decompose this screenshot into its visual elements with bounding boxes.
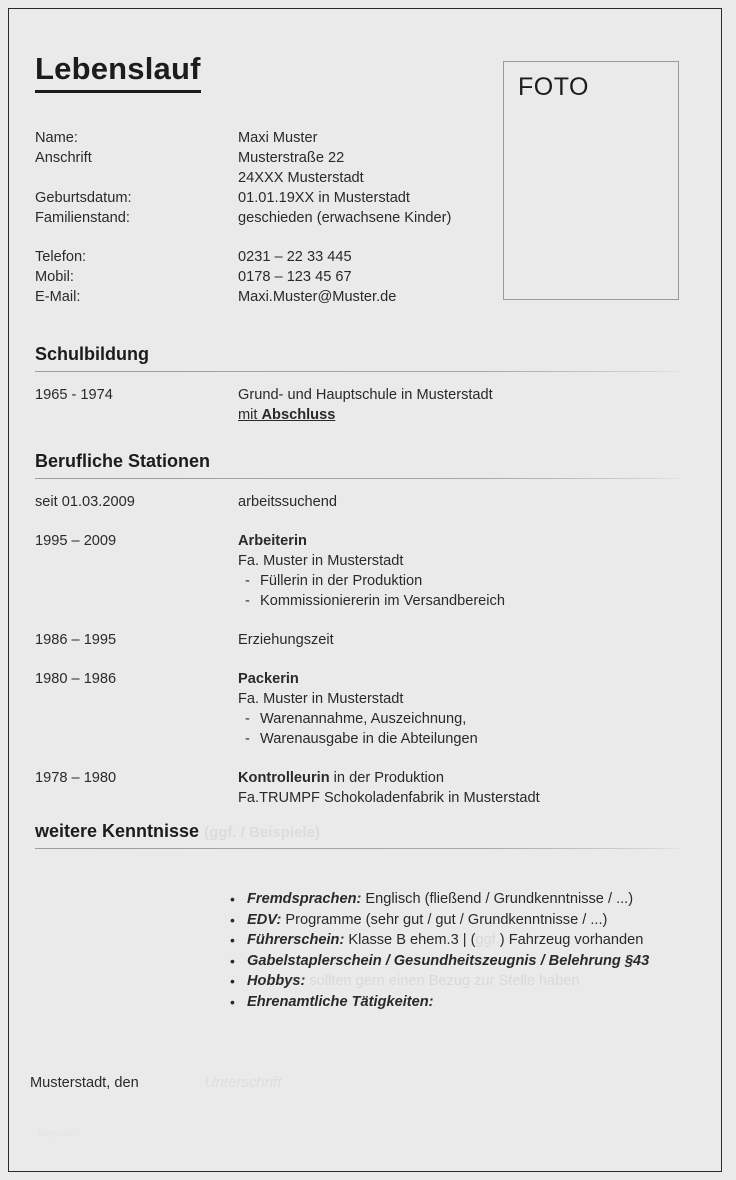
section-heading-skills-hint: (ggf. / Beispiele) — [204, 824, 320, 841]
entry-date: seit 01.03.2009 — [35, 494, 135, 510]
list-item — [228, 930, 728, 951]
list-item — [228, 889, 728, 910]
skill-key: Hobbys: — [247, 973, 306, 989]
skills-list — [228, 889, 728, 1012]
bullet-icon: • — [230, 932, 235, 948]
entry-company: Fa. Muster in Musterstadt — [238, 691, 404, 707]
skill-key: Gabelstaplerschein / Gesundheitszeugnis / Belehrung §43 — [247, 952, 650, 969]
entry-bullet — [238, 729, 680, 749]
page-title: Lebenslauf — [35, 52, 201, 93]
entry-degree-prefix: mit — [238, 407, 262, 423]
entry-title: Arbeiterin — [238, 533, 307, 549]
entry-title-suffix: in der Produktion — [329, 770, 445, 786]
section-education — [35, 344, 680, 425]
entry-date: 1965 - 1974 — [35, 387, 113, 403]
section-divider — [35, 848, 680, 849]
bullet-icon: • — [230, 911, 235, 928]
info-row — [35, 287, 396, 307]
entry-company: Fa.TRUMPF Schokoladenfabrik in Musterstadt — [238, 790, 540, 806]
watermark: kaysank — [38, 1127, 81, 1139]
entry-bullet-text: Warenannahme, Auszeichnung, — [260, 711, 467, 727]
info-value: 0178 – 123 45 67 — [238, 269, 352, 285]
entry-bullet — [238, 571, 680, 591]
skill-value-faded: ggf. — [475, 932, 500, 948]
skill-key: Führerschein: — [247, 932, 345, 948]
info-value: 01.01.19XX in Musterstadt — [238, 190, 410, 206]
entry-date: 1980 – 1986 — [35, 671, 117, 687]
skill-value: Programme (sehr gut / gut / Grundkenntnisse / ...) — [281, 911, 608, 928]
section-divider — [35, 371, 680, 372]
entry-title: Packerin — [238, 671, 299, 687]
info-value: Musterstraße 22 — [238, 150, 345, 166]
section-career — [35, 451, 680, 808]
entry-degree — [238, 405, 680, 425]
skill-value-faded: sollten gern einen Bezug zur Stelle haben — [305, 973, 580, 989]
info-row — [35, 208, 451, 228]
entry-bullet-text: Kommissioniererin im Versandbereich — [260, 593, 505, 609]
info-label: Mobil: — [35, 269, 74, 285]
career-entry — [35, 669, 680, 749]
career-entry — [35, 492, 680, 512]
info-row — [35, 247, 396, 267]
list-item — [228, 971, 728, 992]
entry-date: 1995 – 2009 — [35, 533, 117, 549]
entry-body — [238, 768, 680, 808]
section-heading-skills — [35, 821, 680, 847]
list-item — [228, 951, 728, 972]
info-value: Maxi.Muster@Muster.de — [238, 289, 397, 305]
section-heading-skills-text: weitere Kenntnisse — [35, 821, 200, 841]
skill-value: Englisch (fließend / Grundkenntnisse / ...) — [361, 891, 634, 907]
info-row — [35, 267, 396, 287]
signature-hint: Unterschrift — [204, 1074, 282, 1091]
photo-placeholder-box — [503, 61, 679, 300]
skill-key: Fremdsprachen: — [247, 891, 362, 907]
entry-bullet-text: Füllerin in der Produktion — [260, 573, 423, 589]
bullet-icon: • — [230, 952, 235, 969]
info-row — [35, 128, 364, 148]
list-item — [228, 992, 728, 1013]
entry-body — [238, 669, 680, 749]
entry-title — [238, 768, 680, 788]
info-label: Telefon: — [35, 249, 87, 265]
place-and-date: Musterstadt, den — [30, 1075, 139, 1091]
personal-info-group-name-address — [35, 128, 364, 188]
entry-date: 1986 – 1995 — [35, 632, 117, 648]
info-row — [35, 148, 364, 168]
info-row — [35, 168, 364, 188]
info-value: geschieden (erwachsene Kinder) — [238, 210, 452, 226]
section-heading-career: Berufliche Stationen — [35, 451, 211, 471]
career-entry — [35, 630, 680, 650]
photo-placeholder-label: FOTO — [518, 73, 589, 101]
entry-company: Fa. Muster in Musterstadt — [238, 553, 404, 569]
entry-title: Erziehungszeit — [238, 632, 334, 648]
section-skills — [35, 821, 680, 849]
dash-icon: - — [245, 711, 250, 727]
bullet-icon: • — [230, 973, 235, 989]
entry-bullet-text: Warenausgabe in die Abteilungen — [260, 731, 478, 747]
signature-row — [30, 1074, 281, 1091]
info-label: Geburtsdatum: — [35, 190, 132, 206]
skill-value: Klasse B ehem.3 | ( — [344, 932, 476, 948]
info-label: E-Mail: — [35, 289, 81, 305]
entry-degree-bold: Abschluss — [261, 407, 336, 423]
skill-key: EDV: — [247, 911, 282, 928]
entry-title-bold: Kontrolleurin — [238, 770, 330, 786]
info-label: Familienstand: — [35, 210, 130, 226]
dash-icon: - — [245, 593, 250, 609]
education-entry — [35, 385, 680, 425]
entry-body — [238, 492, 680, 512]
bullet-icon: • — [230, 891, 235, 907]
info-label: Name: — [35, 130, 78, 146]
entry-title: arbeitssuchend — [238, 494, 337, 510]
list-item — [228, 910, 728, 931]
info-value: 0231 – 22 33 445 — [238, 249, 352, 265]
entry-body — [238, 531, 680, 611]
entry-school: Grund- und Hauptschule in Musterstadt — [238, 387, 493, 403]
dash-icon: - — [245, 731, 250, 747]
skill-value-tail: ) Fahrzeug vorhanden — [499, 932, 644, 948]
entry-body — [238, 385, 680, 425]
section-divider — [35, 478, 680, 479]
entry-bullet — [238, 591, 680, 611]
dash-icon: - — [245, 573, 250, 589]
career-entry — [35, 531, 680, 611]
skill-key: Ehrenamtliche Tätigkeiten: — [247, 993, 434, 1010]
info-value: 24XXX Musterstadt — [238, 170, 364, 186]
entry-body — [238, 630, 680, 650]
entry-bullet — [238, 709, 680, 729]
career-entry — [35, 768, 680, 808]
bullet-icon: • — [230, 993, 235, 1010]
section-heading-education: Schulbildung — [35, 344, 149, 364]
entry-date: 1978 – 1980 — [35, 770, 117, 786]
info-label: Anschrift — [35, 150, 92, 166]
info-value: Maxi Muster — [238, 130, 318, 146]
personal-info-group-birth-status — [35, 188, 451, 228]
personal-info-group-contact — [35, 247, 396, 307]
info-row — [35, 188, 451, 208]
